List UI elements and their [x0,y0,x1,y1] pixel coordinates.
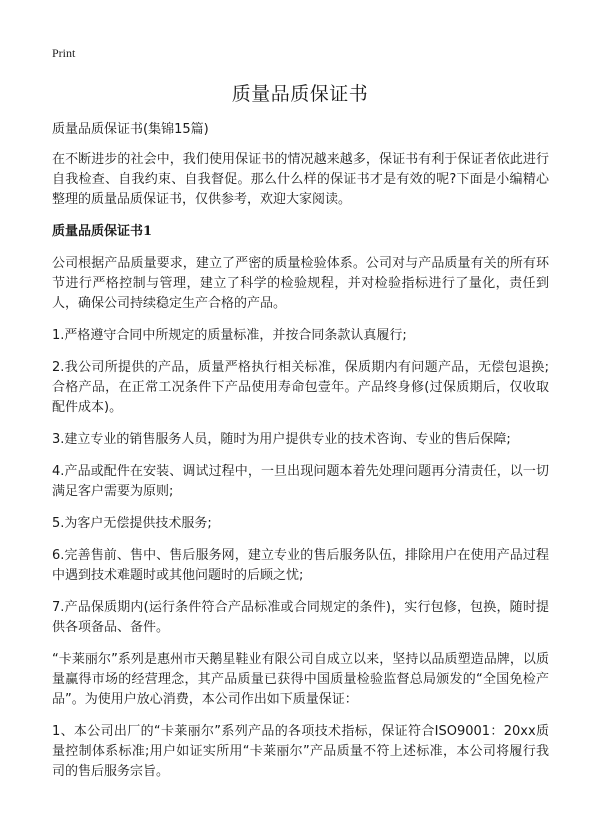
page-title: 质量品质保证书 [231,83,369,105]
body-paragraph: 6.完善售前、售中、售后服务网，建立专业的售后服务队伍，排除用户在使用产品过程中遇到技术难题时或其他问题时的后顾之忧; [52,548,549,583]
body-paragraph: 7.产品保质期内(运行条件符合产品标准或合同规定的条件)，实行包修，包换，随时提供各项备品、备件。 [52,600,549,635]
body-paragraph: 1、本公司出厂的“卡莱丽尔”系列产品的各项技术指标，保证符合ISO9001：20xx质量控制体系标准;用户如证实所用“卡莱丽尔”产品质量不符上述标准，本公司将履行我司的售后服务宗旨。 [52,724,549,779]
body-paragraph: 公司根据产品质量要求，建立了严密的质量检验体系。公司对与产品质量有关的所有环节进行严格控制与管理，建立了科学的检验规程，并对检验指标进行了量化，责任到人，确保公司持续稳定生产合格的产品。 [52,256,549,311]
body-paragraph: 1.严格遵守合同中所规定的质量标准，并按合同条款认真履行; [52,328,407,343]
document-body [52,120,549,794]
intro-paragraph: 在不断进步的社会中，我们使用保证书的情况越来越多，保证书有利于保证者依此进行自我检查、自我约束、自我督促。那么什么样的保证书才是有效的呢?下面是小编精心整理的质量品质保证书，仅供参考，欢迎大家阅读。 [52,152,549,207]
document-subtitle: 质量品质保证书(集锦15篇) [52,122,209,137]
body-paragraph: 4.产品或配件在安装、调试过程中，一旦出现问题本着先处理问题再分清责任，以一切满足客户需要为原则; [52,464,549,499]
body-paragraph: 5.为客户无偿提供技术服务; [52,516,212,531]
body-paragraph: 2.我公司所提供的产品，质量严格执行相关标准，保质期内有问题产品，无偿包退换;合格产品，在正常工况条件下产品使用寿命包壹年。产品终身修(过保质期后，仅收取配件成本)。 [52,360,549,415]
section-heading: 质量品质保证书1 [52,224,153,239]
body-paragraph: “卡莱丽尔”系列是惠州市天鹅星鞋业有限公司自成立以来，坚持以品质塑造品牌，以质量赢得市场的经营理念，其产品质量已获得中国质量检验监督总局颁发的“全国免检产品”。为使用户放心消费，本公司作出如下质量保证： [52,652,549,707]
print-link[interactable]: Print [52,46,76,60]
body-paragraph: 3.建立专业的销售服务人员，随时为用户提供专业的技术咨询、专业的售后保障; [52,432,511,447]
